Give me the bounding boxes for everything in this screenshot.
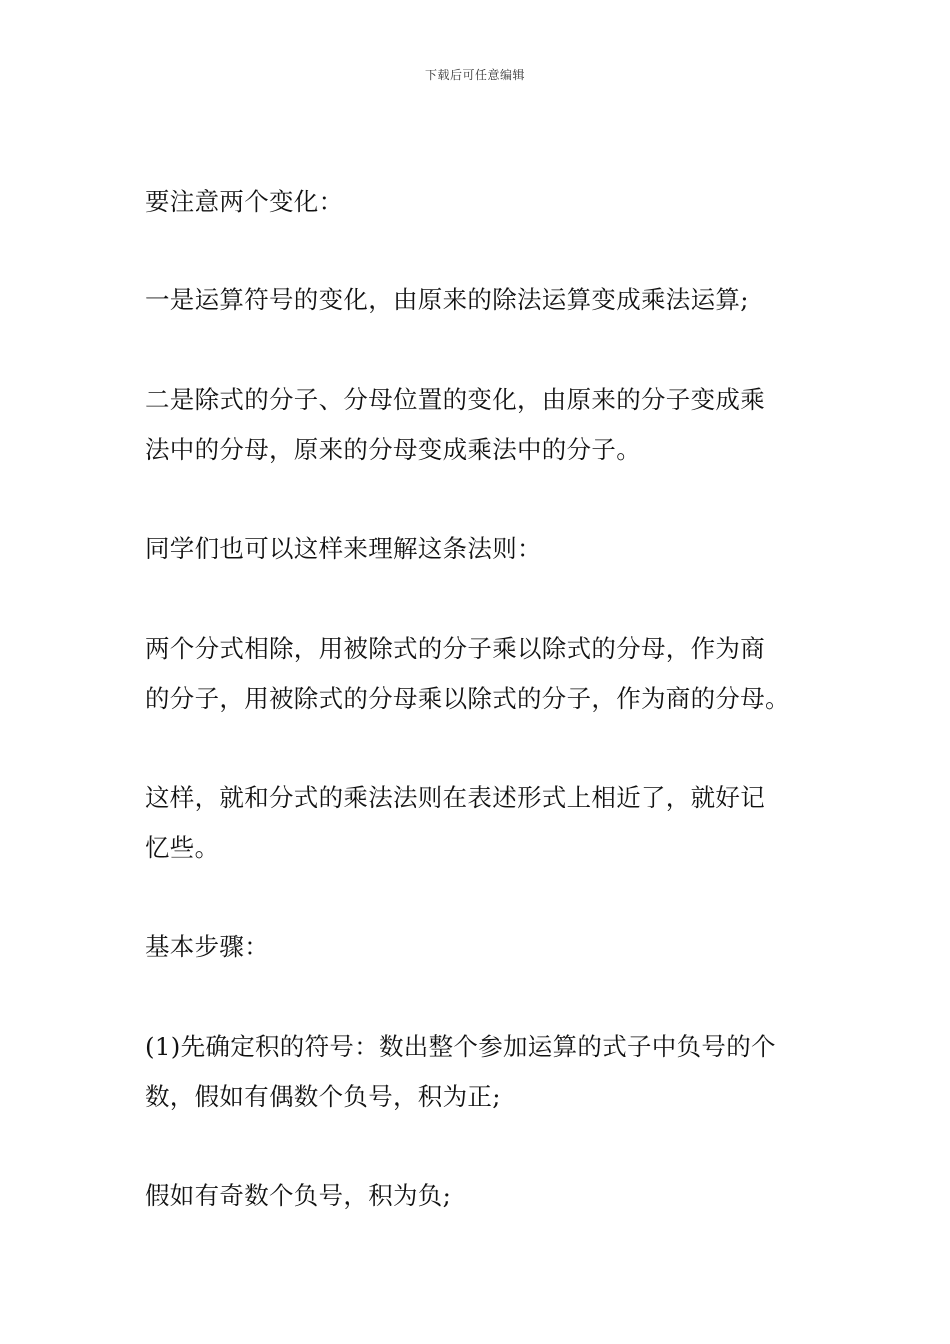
paragraph-position-change — [145, 375, 815, 475]
text-line: 一是运算符号的变化，由原来的除法运算变成乘法运算; — [145, 285, 749, 314]
text-line: 二是除式的分子、分母位置的变化，由原来的分子变成乘 — [145, 385, 765, 414]
text-line: 法中的分母，原来的分母变成乘法中的分子。 — [145, 435, 641, 464]
text-line: (1)先确定积的符号：数出整个参加运算的式子中负号的个 — [145, 1032, 776, 1061]
text-line: 的分子，用被除式的分母乘以除式的分子，作为商的分母。 — [145, 684, 790, 713]
text-line: 要注意两个变化： — [145, 187, 344, 216]
text-line: 假如有奇数个负号，积为负; — [145, 1181, 452, 1210]
paragraph-operator-change — [145, 275, 815, 325]
text-line: 数，假如有偶数个负号，积为正; — [145, 1082, 501, 1111]
paragraph-easy-to-remember — [145, 773, 815, 873]
paragraph-two-changes-intro — [145, 177, 815, 227]
text-line: 这样，就和分式的乘法法则在表述形式上相近了，就好记 — [145, 783, 765, 812]
page-header: 下载后可任意编辑 — [424, 68, 525, 82]
paragraph-step-one — [145, 1022, 815, 1122]
text-line: 同学们也可以这样来理解这条法则： — [145, 534, 542, 563]
paragraph-basic-steps-heading — [145, 922, 815, 972]
text-line: 忆些。 — [145, 833, 220, 862]
paragraph-odd-negatives — [145, 1171, 815, 1221]
paragraph-division-rule — [145, 624, 815, 724]
paragraph-understanding-intro — [145, 524, 815, 574]
text-line: 两个分式相除，用被除式的分子乘以除式的分母，作为商 — [145, 634, 765, 663]
text-line: 基本步骤： — [145, 932, 269, 961]
